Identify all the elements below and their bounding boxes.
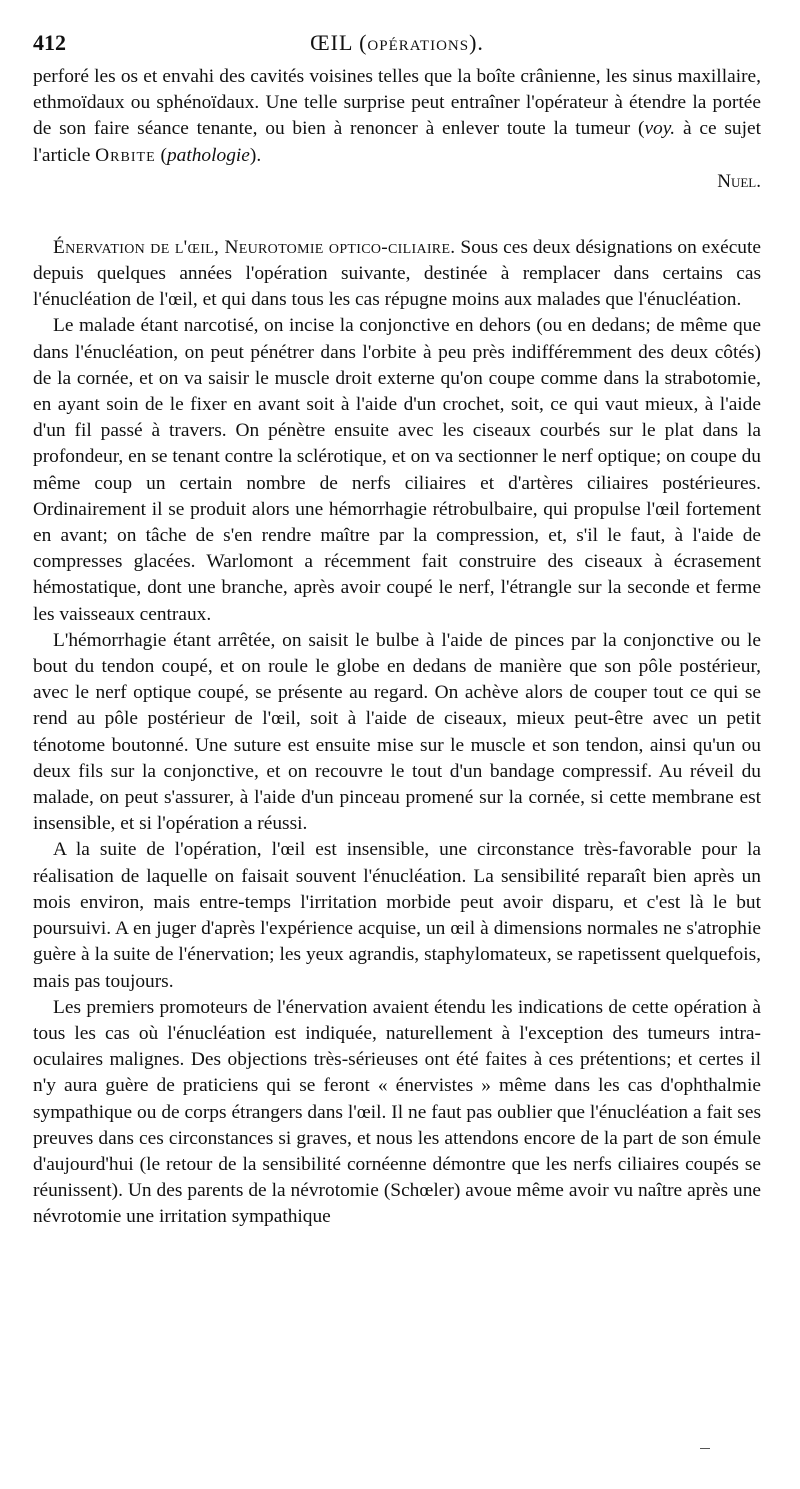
intro-text: perforé les os et envahi des cavités voisines telles que la boîte crânienne, les sinus maxillaire, ethmoïdaux ou sphénoïdaux. Une telle surprise peut entraîner l'opérateur à étendre la portée de son faire séance tenante, ou bien à renoncer à enlever toute la tumeur ( xyxy=(33,66,761,140)
paragraph-outcome: A la suite de l'opération, l'œil est insensible, une circonstance très-favorable pour la réalisation de laquelle on faisait souvent l'énucléation. La sensibilité reparaît bien après un mois environ, mais entre-temps l'irritation morbide peut avoir disparu, et c'est là le but poursuivi. A en juger d'après l'expérience acquise, un œil à dimensions normales ne s'atrophie guère à la suite de l'énervation; les yeux agrandis, staphylomateux, se rapetissent quelquefois, mais pas toujours. xyxy=(33,839,761,992)
section-p1-text: Sous ces deux désignations on exécute depuis quelques années l'opération suivante, destinée à remplacer dans certains cas l'énucléation de l'œil, et qui dans tous les cas répugne moins aux malades que l'énucléation. xyxy=(33,236,761,311)
intro-end: ). xyxy=(249,144,262,166)
page-header xyxy=(33,26,761,64)
page-number: 412 xyxy=(33,30,66,55)
page xyxy=(33,26,761,1231)
intro-mid: à ce sujet l'article xyxy=(33,118,761,166)
pathology-open: ( xyxy=(155,144,167,166)
running-title-main: ŒIL xyxy=(310,30,353,55)
intro-paragraph xyxy=(33,64,761,169)
section-separator xyxy=(33,195,761,235)
paragraph-procedure: Le malade étant narcotisé, on incise la conjonctive en dehors (ou en dedans; de même que dans l'énucléation, on peut pénétrer dans l'orbite à peu près indifféremment des deux côtés) de la cornée, et on va saisir le muscle droit externe qu'on coupe comme dans la strabotomie, en ayant soin de le fixer en avant soit à l'aide d'un crochet, soit, ce qui vaut mieux, à l'aide d'un fil passé à travers. On pénètre ensuite avec les ciseaux courbés sur le plat dans la profondeur, en se tenant contre la sclérotique, et on va sectionner le nerf optique; on coupe du même coup un certain nombre de nerfs ciliaires et d'artères ciliaires postérieures. Ordinairement il se produit alors une hémorrhagie rétrobulbaire, qui propulse l'œil fortement en avant; on tâche de s'en rendre maître par la compression, et, s'il le faut, à l'aide de compresses glacées. Warlomont a récemment fait construire des ciseaux à écrasement hémostatique, dont une branche, après avoir coupé le nerf, l'étrangle sur la seconde et ferme les vaisseaux centraux. xyxy=(33,315,761,625)
author-signature: Nuel. xyxy=(717,170,761,192)
section-first-paragraph xyxy=(33,235,761,314)
paragraph-indications: Les premiers promoteurs de l'énervation avaient étendu les indications de cette opération à tous les cas où l'énucléation est indiquée, naturellement à l'exception des tumeurs intra-oculaires malignes. Des objections très-sérieuses ont été faites à ces prétentions; et certes il n'y aura guère de praticiens qui se feront « énervistes » même dans les cas d'ophthalmie sympathique ou de corps étrangers dans l'œil. Il ne faut pas oublier que l'énucléation a fait ses preuves dans ces circonstances si graves, et nous les attendons encore de la part de son émule d'aujourd'hui (le retour de la sensibilité cornéenne démontre que les nerfs ciliaires coupés se réunissent). Un des parents de la névrotomie (Schœler) avoue même avoir vu naître après une névrotomie une irritation sympathique xyxy=(33,996,761,1228)
running-title-sub: (opérations). xyxy=(359,30,484,55)
pathology-reference: pathologie xyxy=(166,144,250,166)
section-title: Énervation de l'œil, Neurotomie optico-ciliaire. xyxy=(53,236,456,258)
article-reference: Orbite xyxy=(95,144,156,166)
footer-mark xyxy=(700,1448,710,1449)
paragraph-hemorrhage: L'hémorrhagie étant arrêtée, on saisit le bulbe à l'aide de pinces par la conjonctive ou le bout du tendon coupé, et on roule le globe en dedans de manière que son pôle postérieur, avec le nerf optique coupé, se présente au regard. On achève alors de couper tout ce qui se rend au pôle postérieur de l'œil, soit à l'aide de ciseaux, mieux peut-être avec un petit ténotome boutonné. Une suture est ensuite mise sur le muscle et son tendon, ainsi qu'un ou deux fils sur la conjonctive, et on recouvre le tout d'un bandage compressif. Au réveil du malade, on peut s'assurer, à l'aide d'un pinceau promené sur la cornée, si cette membrane est insensible, et si l'opération a réussi. xyxy=(33,629,761,835)
voy-abbrev: voy. xyxy=(644,118,676,140)
running-title xyxy=(33,30,761,56)
